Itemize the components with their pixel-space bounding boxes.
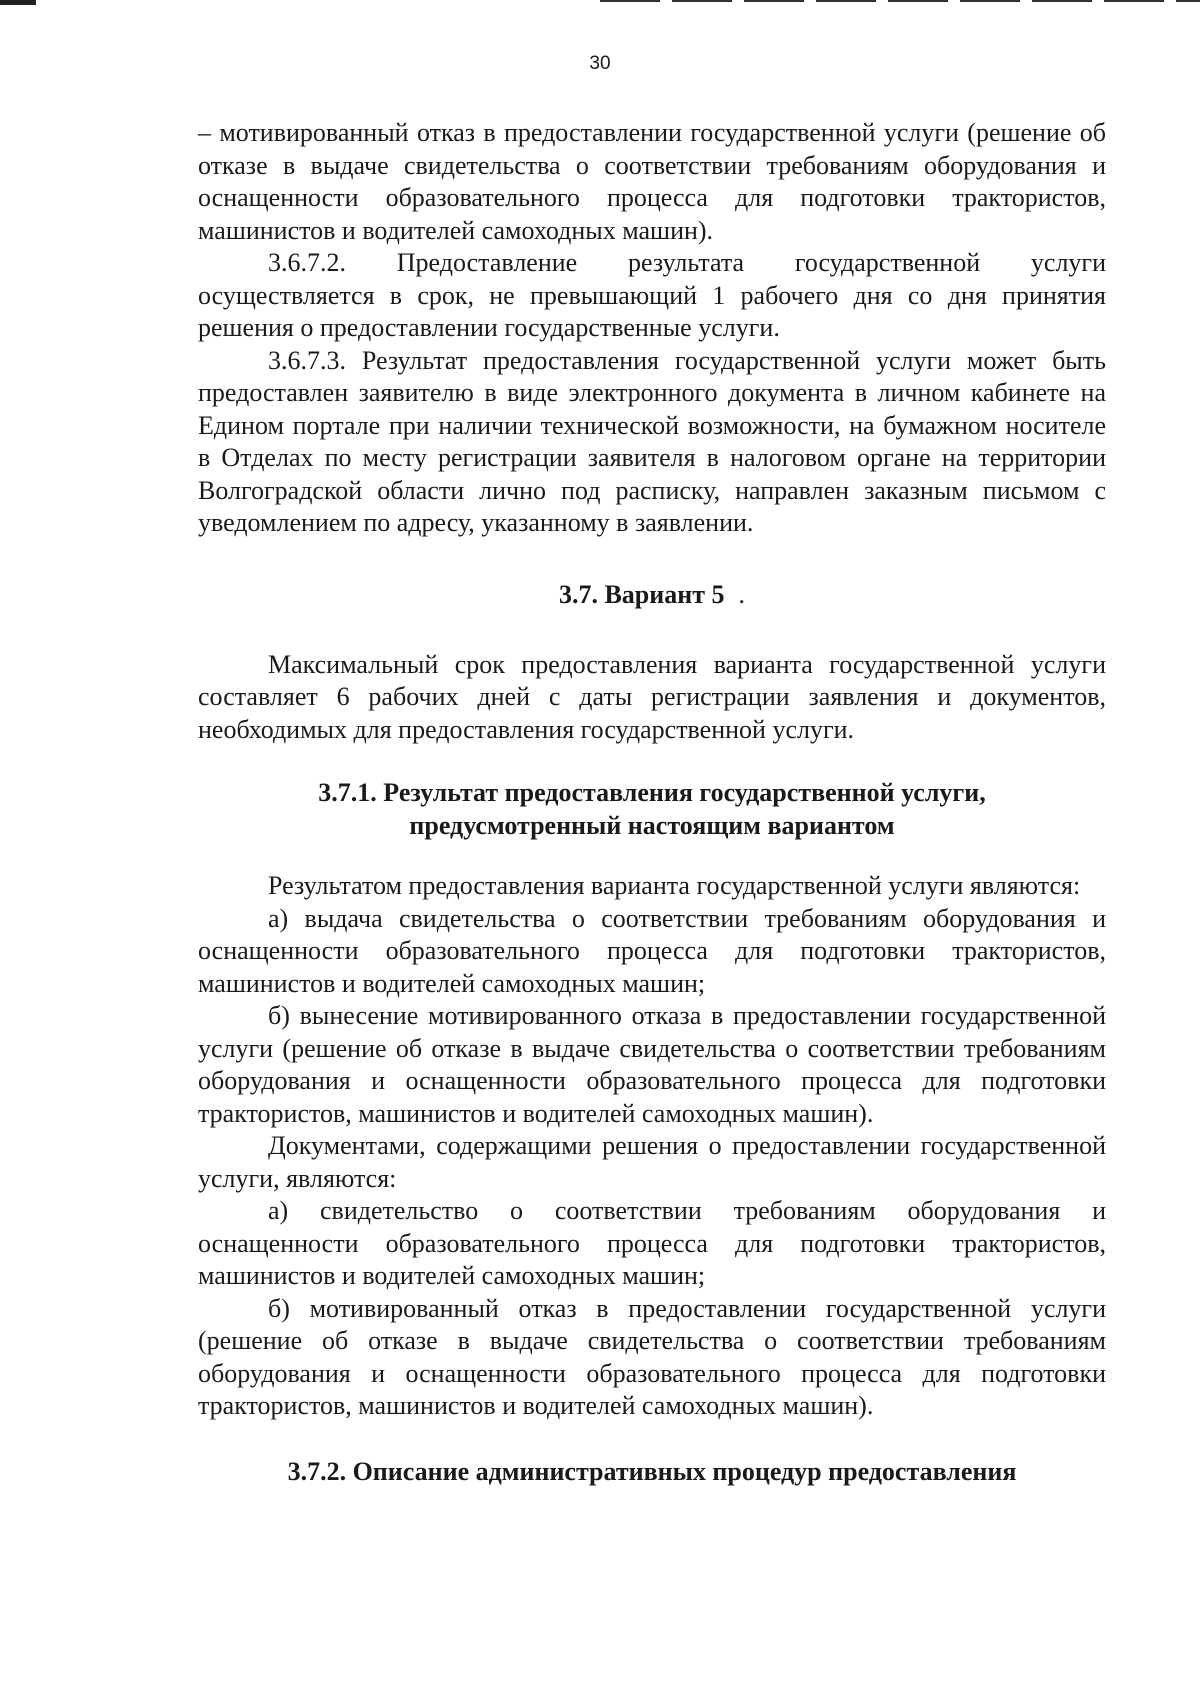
scan-edge-mark	[0, 0, 36, 5]
list-item-a-certificate: а) свидетельство о соответствии требованиям оборудования и оснащенности образовательного процесса для подготовки трактористов, машинистов и водителей самоходных машин;	[198, 1196, 1106, 1290]
paragraph-3-6-7-3: 3.6.7.3. Результат предоставления государственной услуги может быть предоставлен заявителю в виде электронного документа в личном кабинете на Едином портале при наличии технической возможности, на бумажном носителе в Отделах по месту регистрации заявителя в налоговом органе на территории Волгоградской области лично под расписку, направлен заказным письмом с уведомлением по адресу, указанному в заявлении.	[198, 345, 1106, 537]
paragraph-3-6-7-2: 3.6.7.2. Предоставление результата государственной услуги осуществляется в срок, не превышающий 1 рабочего дня со дня принятия решения о предоставлении государственные услуги.	[198, 248, 1106, 342]
page-number: 30	[589, 53, 611, 74]
list-item-a-issuance: а) выдача свидетельства о соответствии требованиям оборудования и оснащенности образовательного процесса для подготовки трактористов, машинистов и водителей самоходных машин;	[198, 903, 1106, 998]
heading-3-7-1-line2: предусмотренный настоящим вариантом	[409, 811, 895, 840]
list-item-b-refusal: б) вынесение мотивированного отказа в предоставлении государственной услуги (решение об отказе в выдаче свидетельства о соответствии требованиям оборудования и оснащенности образовательного процесса для подготовки трактористов, машинистов и водителей самоходных машин).	[198, 1001, 1106, 1128]
paragraph-refusal-result: – мотивированный отказ в предоставлении государственной услуги (решение об отказе в выдаче свидетельства о соответствии требованиям оборудования и оснащенности образовательного процесса для подготовки трактористов, машинистов и водителей самоходных машин).	[198, 118, 1106, 245]
document-body	[198, 117, 1106, 1488]
list-item-b-refusal-doc: б) мотивированный отказ в предоставлении государственной услуги (решение об отказе в выдаче свидетельства о соответствии требованиям оборудования и оснащенности образовательного процесса для подготовки трактористов, машинистов и водителей самоходных машин).	[198, 1293, 1106, 1420]
heading-3-7-2: 3.7.2. Описание административных процедур предоставления	[287, 1456, 1017, 1486]
paragraph-results-intro: Результатом предоставления варианта государственной услуги являются:	[268, 871, 1081, 900]
heading-variant-5-text: 3.7. Вариант 5	[558, 579, 725, 609]
heading-3-7-1-line1: 3.7.1. Результат предоставления государственной услуги,	[318, 778, 986, 807]
scan-edge-line	[600, 0, 1200, 2]
heading-variant-5	[198, 578, 1106, 611]
paragraph-max-term: Максимальный срок предоставления варианта государственной услуги составляет 6 рабочих дней с даты регистрации заявления и документов, необходимых для предоставления государственной услуги.	[198, 649, 1106, 744]
stray-mark: .	[738, 579, 746, 609]
heading-3-7-1	[198, 776, 1106, 842]
paragraph-documents-intro: Документами, содержащими решения о предоставлении государственной услуги, являются:	[198, 1131, 1106, 1193]
